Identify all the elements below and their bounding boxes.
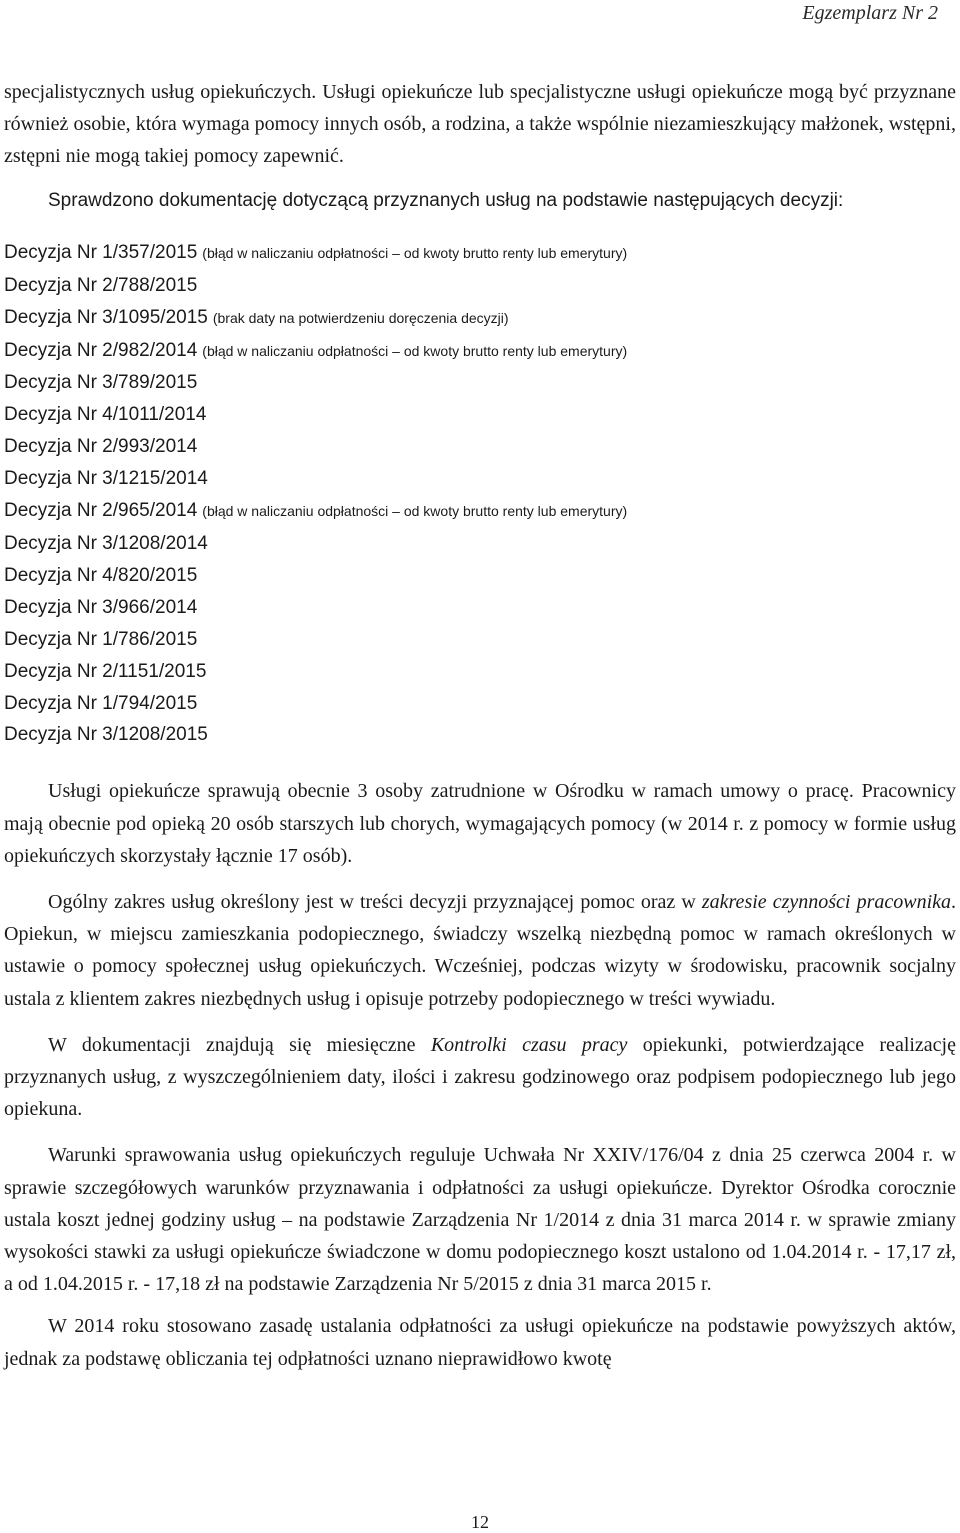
- records-text-start: W dokumentacji znajdują się miesięczne: [48, 1033, 431, 1056]
- decision-number: Decyzja Nr 4/820/2015: [4, 564, 198, 586]
- decision-item: [4, 624, 956, 656]
- copy-number-header: Egzemplarz Nr 2: [802, 2, 938, 24]
- decision-item: [4, 463, 956, 495]
- intro-paragraph: specjalistycznych usług opiekuńczych. Usługi opiekuńcze lub specjalistyczne usługi opiekuńcze mogą być przyznane również osobie, która wymaga pomocy innych osób, a rodzina, a także wspólnie niezamieszkujący małżonek, wstępni, zstępni nie mogą takiej pomocy zapewnić.: [4, 81, 956, 168]
- decision-note: (błąd w naliczaniu odpłatności – od kwoty brutto renty lub emerytury): [202, 503, 628, 520]
- decision-item: [4, 688, 956, 720]
- decision-number: Decyzja Nr 3/1208/2014: [4, 532, 208, 554]
- decision-item: [4, 656, 956, 688]
- decision-item: [4, 237, 956, 270]
- page-number: 12: [471, 1512, 489, 1532]
- decision-number: Decyzja Nr 3/1095/2015: [4, 306, 208, 328]
- decision-number: Decyzja Nr 2/788/2015: [4, 274, 198, 296]
- fees-paragraph: W 2014 roku stosowano zasadę ustalania odpłatności za usługi opiekuńcze na podstawie powyższych aktów, jednak za podstawę obliczania tej odpłatności uznano nieprawidłowo kwotę: [4, 1315, 956, 1370]
- decisions-list: [4, 237, 956, 752]
- decision-number: Decyzja Nr 3/1208/2015: [4, 724, 208, 746]
- decision-item: [4, 719, 956, 751]
- scope-text-end: . Opiekun, w miejscu zamieszkania podopiecznego, świadczy wszelką niezbędną pomoc w ramach określonych w ustawie o pomocy społecznej usług opiekuńczych. Wcześniej, podczas wizyty w środowisku, pracownik socjalny ustala z klientem zakres niezbędnych usług i opisuje potrzeby podopiecznego w treści wywiadu.: [4, 890, 957, 1010]
- decision-item: [4, 335, 956, 368]
- decision-number: Decyzja Nr 1/786/2015: [4, 628, 198, 650]
- decision-number: Decyzja Nr 2/965/2014: [4, 500, 198, 522]
- decisions-intro-paragraph: Sprawdzono dokumentację dotyczącą przyznanych usług na podstawie następujących decyzji:: [48, 189, 844, 211]
- decision-number: Decyzja Nr 4/1011/2014: [4, 404, 207, 426]
- decision-item: [4, 592, 956, 624]
- scope-paragraph: [4, 886, 956, 1015]
- decision-note: (brak daty na potwierdzeniu doręczenia decyzji): [212, 309, 509, 326]
- decision-number: Decyzja Nr 1/794/2015: [4, 692, 198, 714]
- decision-number: Decyzja Nr 2/993/2014: [4, 436, 198, 458]
- decision-note: (błąd w naliczaniu odpłatności – od kwoty brutto renty lub emerytury): [202, 244, 628, 261]
- decision-item: [4, 560, 956, 592]
- decision-item: [4, 431, 956, 463]
- decision-item: [4, 495, 956, 528]
- records-paragraph: [4, 1029, 956, 1126]
- decision-number: Decyzja Nr 3/966/2014: [4, 596, 198, 618]
- decision-number: Decyzja Nr 3/1215/2014: [4, 468, 208, 490]
- decision-item: [4, 367, 956, 399]
- records-text-end: opiekunki, potwierdzające realizację przyznanych usług, z wyszczególnieniem daty, ilości i zakresu godzinowego oraz podpisem podopiecznego lub jego opiekuna.: [4, 1033, 956, 1121]
- decision-number: Decyzja Nr 2/982/2014: [4, 339, 198, 361]
- conditions-paragraph: Warunki sprawowania usług opiekuńczych reguluje Uchwała Nr XXIV/176/04 z dnia 25 czerwca 2004 r. w sprawie szczegółowych warunków przyznawania i odpłatności za usługi opiekuńcze. Dyrektor Ośrodka corocznie ustala koszt jednej godziny usług – na podstawie Zarządzenia Nr 1/2014 z dnia 31 marca 2014 r. w sprawie zmiany wysokości stawki za usługi opiekuńcze świadczone w domu podopiecznego koszt ustalono od 1.04.2014 r. - 17,17 zł, a od 1.04.2015 r. - 17,18 zł na podstawie Zarządzenia Nr 5/2015 z dnia 31 marca 2015 r.: [4, 1144, 956, 1296]
- document-body: [4, 76, 956, 1375]
- decision-note: (błąd w naliczaniu odpłatności – od kwoty brutto renty lub emerytury): [202, 342, 628, 359]
- decision-item: [4, 399, 956, 431]
- decision-number: Decyzja Nr 2/1151/2015: [4, 660, 207, 682]
- records-italic-term: Kontrolki czasu pracy: [430, 1033, 628, 1056]
- decision-item: [4, 528, 956, 560]
- decision-number: Decyzja Nr 1/357/2015: [4, 241, 198, 263]
- decision-item: [4, 270, 956, 302]
- scope-italic-term: zakresie czynności pracownika: [701, 890, 952, 913]
- decision-number: Decyzja Nr 3/789/2015: [4, 372, 198, 394]
- staffing-paragraph: Usługi opiekuńcze sprawują obecnie 3 osoby zatrudnione w Ośrodku w ramach umowy o pracę. Pracownicy mają obecnie pod opieką 20 osób starszych lub chorych, wymagających pomocy (w 2014 r. z pomocy w formie usług opiekuńczych skorzystały łącznie 17 osób).: [4, 780, 956, 867]
- scope-text-start: Ogólny zakres usług określony jest w treści decyzji przyznającej pomoc oraz w: [48, 890, 702, 913]
- decision-item: [4, 302, 956, 335]
